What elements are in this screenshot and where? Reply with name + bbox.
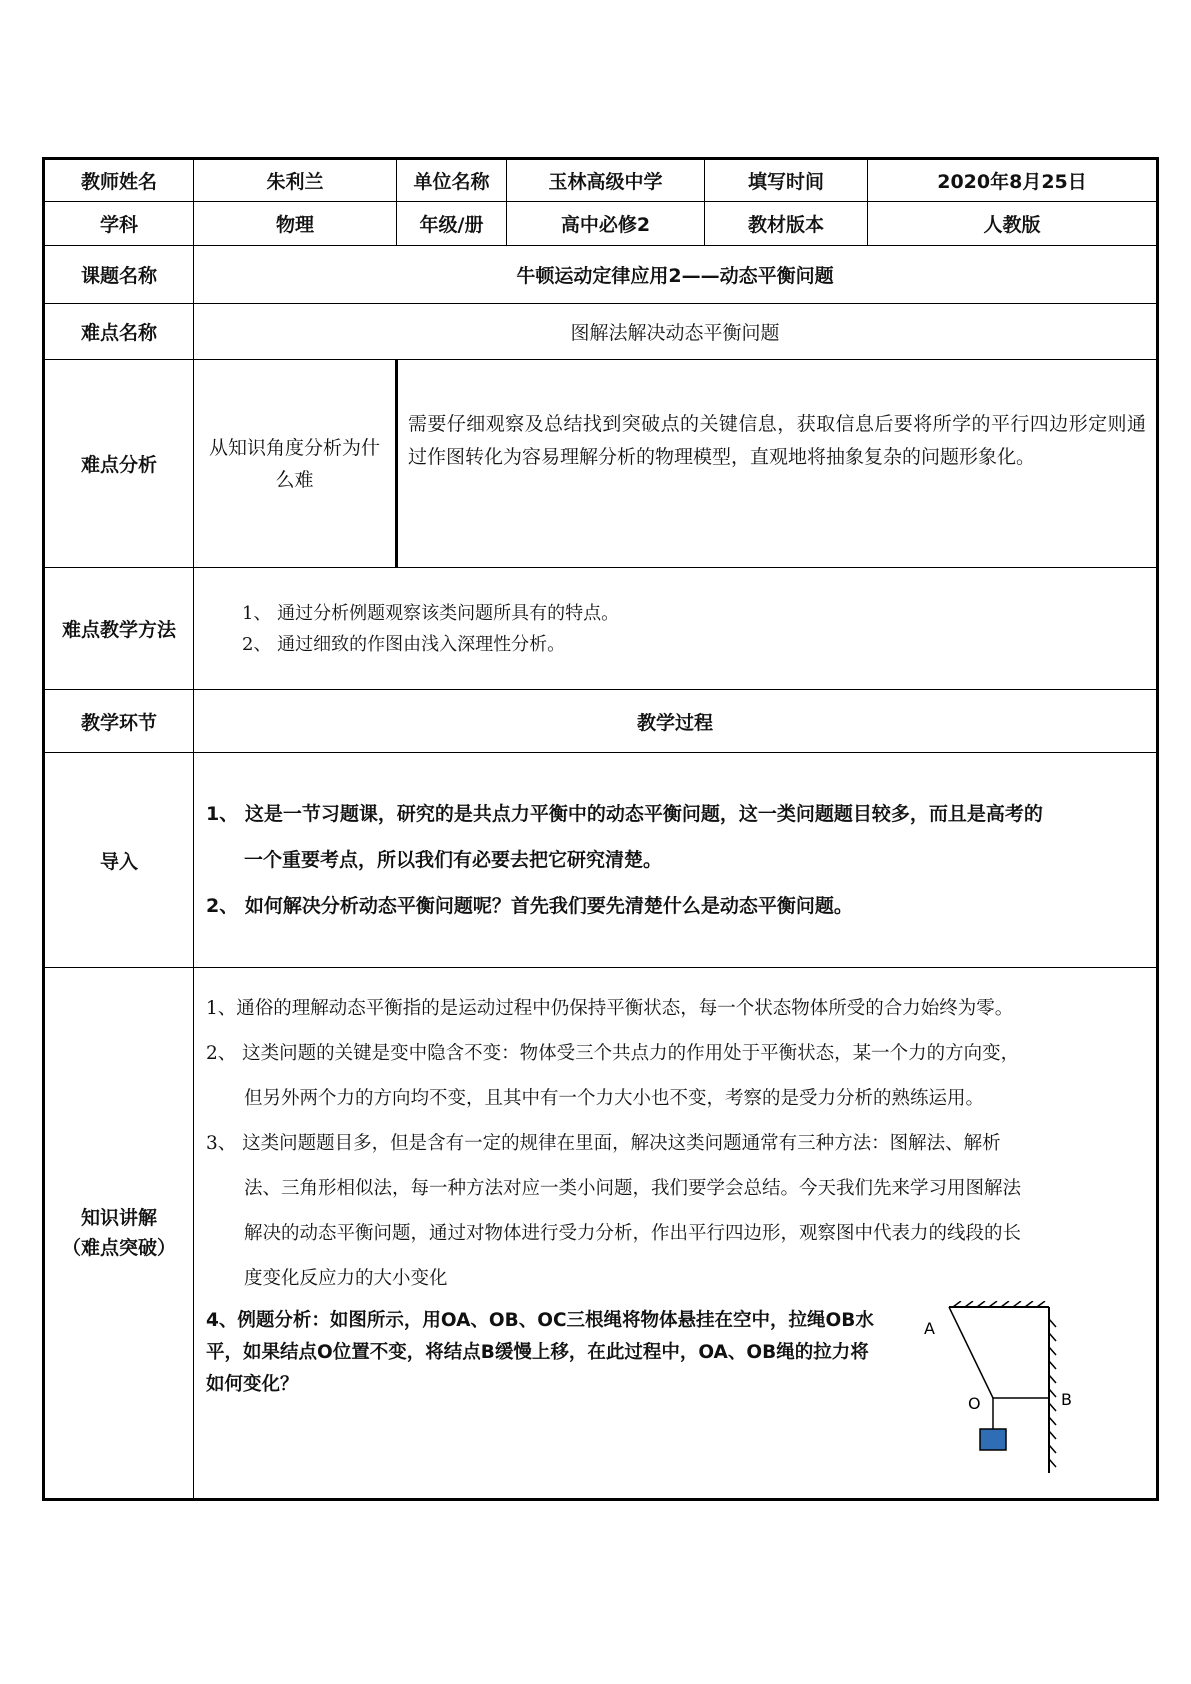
- intro-item-1-line-2: 一个重要考点，所以我们有必要去把它研究清楚。: [244, 849, 663, 871]
- methods-label: 难点教学方法: [44, 568, 194, 690]
- hanging-block: [980, 1429, 1006, 1450]
- knowledge-point-2-line-1: 2、 这类问题的关键是变中隐含不变：物体受三个共点力的作用处于平衡状态，某一个力的方向变，: [206, 1043, 1020, 1064]
- label-b: B: [1061, 1390, 1072, 1409]
- rope-diagram: [921, 1301, 1101, 1481]
- teacher-label: 教师姓名: [44, 159, 194, 202]
- methods-list: [194, 568, 1158, 690]
- difficulty-value: 图解法解决动态平衡问题: [194, 304, 1158, 360]
- time-label: 填写时间: [705, 159, 868, 202]
- knowledge-content: [194, 968, 1158, 1500]
- process-header-row: [44, 690, 1158, 753]
- intro-item-1-line-1: 1、 这是一节习题课，研究的是共点力平衡中的动态平衡问题，这一类问题题目较多，而且是高考的: [206, 803, 1043, 825]
- difficulty-row: [44, 304, 1158, 360]
- unit-label: 单位名称: [397, 159, 507, 202]
- header-row-1: [44, 159, 1158, 202]
- label-o: O: [968, 1394, 981, 1413]
- analysis-row: [44, 360, 1158, 568]
- grade-label: 年级/册: [397, 202, 507, 246]
- knowledge-label: [44, 968, 194, 1500]
- lesson-plan-form: [42, 157, 1156, 1501]
- wall-hatch: [1049, 1307, 1056, 1473]
- intro-content: [194, 753, 1158, 968]
- method-item: 1、 通过分析例题观察该类问题所具有的特点。: [242, 602, 620, 624]
- intro-label: 导入: [44, 753, 194, 968]
- analysis-sub-label: 从知识角度分析为什么难: [194, 360, 397, 568]
- unit-value: 玉林高级中学: [507, 159, 705, 202]
- time-value: 2020年8月25日: [868, 159, 1158, 202]
- process-label: 教学过程: [194, 690, 1158, 753]
- topic-label: 课题名称: [44, 246, 194, 304]
- intro-row: [44, 753, 1158, 968]
- knowledge-label-line-2: （难点突破）: [61, 1237, 176, 1259]
- knowledge-point-3-line-4: 度变化反应力的大小变化: [244, 1268, 448, 1289]
- difficulty-label: 难点名称: [44, 304, 194, 360]
- topic-row: [44, 246, 1158, 304]
- methods-row: [44, 568, 1158, 690]
- knowledge-point-2-line-2: 但另外两个力的方向均不变，且其中有一个力大小也不变，考察的是受力分析的熟练运用。: [244, 1088, 985, 1109]
- example-text: 4、例题分析：如图所示，用OA、OB、OC三根绳将物体悬挂在空中，拉绳OB水平，如果结点O位置不变，将结点B缓慢上移，在此过程中，OA、OB绳的拉力将如何变化？: [206, 1310, 874, 1395]
- method-item: 2、 通过细致的作图由浅入深理性分析。: [242, 633, 566, 655]
- edition-value: 人教版: [868, 202, 1158, 246]
- ceiling-hatch: [949, 1301, 1049, 1307]
- edition-label: 教材版本: [705, 202, 868, 246]
- knowledge-point-3-line-3: 解决的动态平衡问题，通过对物体进行受力分析，作出平行四边形，观察图中代表力的线段的长: [244, 1223, 1022, 1244]
- intro-item-2: 2、 如何解决分析动态平衡问题呢？首先我们要先清楚什么是动态平衡问题。: [206, 895, 853, 917]
- header-row-2: [44, 202, 1158, 246]
- label-a: A: [924, 1319, 935, 1338]
- knowledge-point-3-line-1: 3、 这类问题题目多，但是含有一定的规律在里面，解决这类问题通常有三种方法：图解法、解析: [206, 1133, 1001, 1154]
- rope-oa: [949, 1307, 993, 1398]
- analysis-text: 需要仔细观察及总结找到突破点的关键信息，获取信息后要将所学的平行四边形定则通过作图转化为容易理解分析的物理模型，直观地将抽象复杂的问题形象化。: [397, 360, 1158, 568]
- topic-value: 牛顿运动定律应用2——动态平衡问题: [194, 246, 1158, 304]
- analysis-label: 难点分析: [44, 360, 194, 568]
- knowledge-point-1: 1、通俗的理解动态平衡指的是运动过程中仍保持平衡状态，每一个状态物体所受的合力始终为零。: [206, 998, 1014, 1019]
- teacher-value: 朱利兰: [194, 159, 397, 202]
- knowledge-row: [44, 968, 1158, 1500]
- process-stage-label: 教学环节: [44, 690, 194, 753]
- lesson-plan-table: [42, 157, 1159, 1501]
- knowledge-label-line-1: 知识讲解: [80, 1207, 157, 1229]
- grade-value: 高中必修2: [507, 202, 705, 246]
- knowledge-point-3-line-2: 法、三角形相似法，每一种方法对应一类小问题，我们要学会总结。今天我们先来学习用图解法: [244, 1178, 1022, 1199]
- subject-label: 学科: [44, 202, 194, 246]
- example-block: [206, 1301, 1142, 1481]
- subject-value: 物理: [194, 202, 397, 246]
